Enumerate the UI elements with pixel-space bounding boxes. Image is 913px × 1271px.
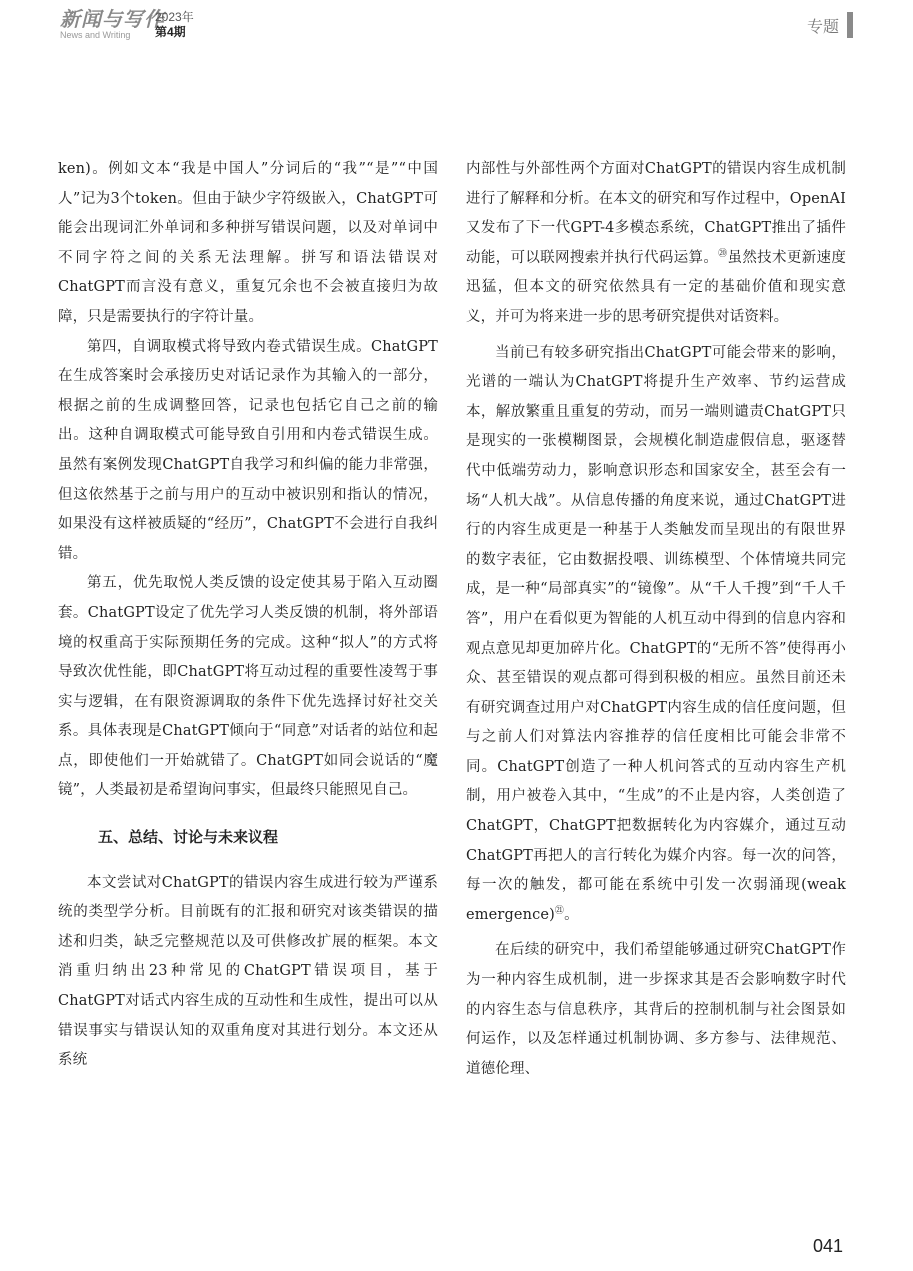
left-column <box>58 155 438 1076</box>
section-label <box>807 14 853 37</box>
journal-logo-cn: 新闻与写作 <box>60 7 165 31</box>
journal-logo-en: News and Writing <box>60 30 131 40</box>
issue-number: 第4期 <box>155 25 186 39</box>
paragraph <box>466 155 846 333</box>
section-bar <box>847 12 853 38</box>
footnote-marker[interactable]: ㉑ <box>554 906 565 917</box>
journal-logo <box>60 7 165 41</box>
paragraph: 在后续的研究中，我们希望能够通过研究ChatGPT作为一种内容生成机制，进一步探求其是否会影响数字时代的内容生态与信息秩序，其背后的控制机制与社会图景如何运作，以及怎样通过机制协调、多方参与、法律规范、道德伦理、 <box>466 942 846 1077</box>
right-column <box>466 155 846 1084</box>
paragraph-text: 当前已有较多研究指出ChatGPT可能会带来的影响，光谱的一端认为ChatGPT将提升生产效率、节约运营成本，解放繁重且重复的劳动，而另一端则谴责ChatGPT只是现实的一张模糊图景，会规模化制造虚假信息，驱逐替代中低端劳动力，影响意识形态和国家安全，甚至会有一场“人机大战”。从信息传播的角度来说，通过ChatGPT进行的内容生成更是一种基于人类触发而呈现出的有限世界的数字表征，它由数据投喂、训练模型、个体情境共同完成，是一种“局部真实”的“镜像”。从“千人千搜”到“千人千答”，用户在看似更为智能的人机互动中得到的信息内容和观点意见却更加碎片化。ChatGPT的“无所不答”使得再小众、甚至错误的观点都可得到积极的相应。虽然目前还未有研究调查过用户对ChatGPT内容生成的信任度问题，但与之前人们对算法内容推荐的信任度相比可能会非常不同。ChatGPT创造了一种人机问答式的互动内容生产机制，用户被卷入其中，“生成”的不止是内容，人类创造了ChatGPT，ChatGPT把数据转化为内容媒介，通过互动ChatGPT再把人的言行转化为媒介内容。每一次的问答，每一次的触发，都可能在系统中引发一次弱涌现(weak emergence) <box>466 344 846 923</box>
paragraph: ken)。例如文本“我是中国人”分词后的“我”“是”“中国人”记为3个token。但由于缺少字符级嵌入，ChatGPT可能会出现词汇外单词和多种拼写错误问题，以及对单词中不同字符之间的关系无法理解。拼写和语法错误对ChatGPT而言没有意义，重复冗余也不会被直接归为故障，只是需要执行的字符计量。 <box>58 161 438 325</box>
paragraph <box>466 339 846 931</box>
paragraph-text: 虽然技术更新速度迅猛，但本文的研究依然具有一定的基础价值和现实意义，并可为将来进一步的思考研究提供对话资料。 <box>466 249 846 325</box>
paragraph: 第五，优先取悦人类反馈的设定使其易于陷入互动圈套。ChatGPT设定了优先学习人类反馈的机制，将外部语境的权重高于实际预期任务的完成。这种“拟人”的方式将导致次优性能，即ChatGPT将互动过程的重要性凌驾于事实与逻辑，在有限资源调取的条件下优先选择讨好社交关系。具体表现是ChatGPT倾向于“同意”对话者的站位和起点，即使他们一开始就错了。ChatGPT如同会说话的“魔镜”，人类最初是希望询问事实，但最终只能照见自己。 <box>58 575 438 799</box>
issue-year: 2023年 <box>155 10 194 24</box>
page-number: 041 <box>812 1236 843 1256</box>
issue-info <box>155 10 194 40</box>
section-label-text: 专题 <box>806 17 839 36</box>
paragraph-text: 。 <box>564 906 579 923</box>
paragraph: 第四，自调取模式将导致内卷式错误生成。ChatGPT在生成答案时会承接历史对话记录作为其输入的一部分，根据之前的生成调整回答，记录也包括它自己之前的输出。这种自调取模式可能导致自引用和内卷式错误生成。虽然有案例发现ChatGPT自我学习和纠偏的能力非常强，但这依然基于之前与用户的互动中被识别和指认的情况，如果没有这样被质疑的“经历”，ChatGPT不会进行自我纠错。 <box>58 338 438 562</box>
paragraph-text: 内部性与外部性两个方面对ChatGPT的错误内容生成机制进行了解释和分析。在本文的研究和写作过程中，OpenAI又发布了下一代GPT-4多模态系统，ChatGPT推出了插件动能，可以联网搜索并执行代码运算。 <box>466 161 846 266</box>
section-heading: 五、总结、讨论与未来议程 <box>98 828 279 847</box>
footnote-marker[interactable]: ⑳ <box>718 248 728 259</box>
paragraph: 本文尝试对ChatGPT的错误内容生成进行较为严谨系统的类型学分析。目前既有的汇报和研究对该类错误的描述和归类，缺乏完整规范以及可供修改扩展的框架。本文消重归纳出23种常见的ChatGPT错误项目，基于ChatGPT对话式内容生成的互动性和生成性，提出可以从错误事实与错误认知的双重角度对其进行划分。本文还从系统 <box>58 874 438 1069</box>
